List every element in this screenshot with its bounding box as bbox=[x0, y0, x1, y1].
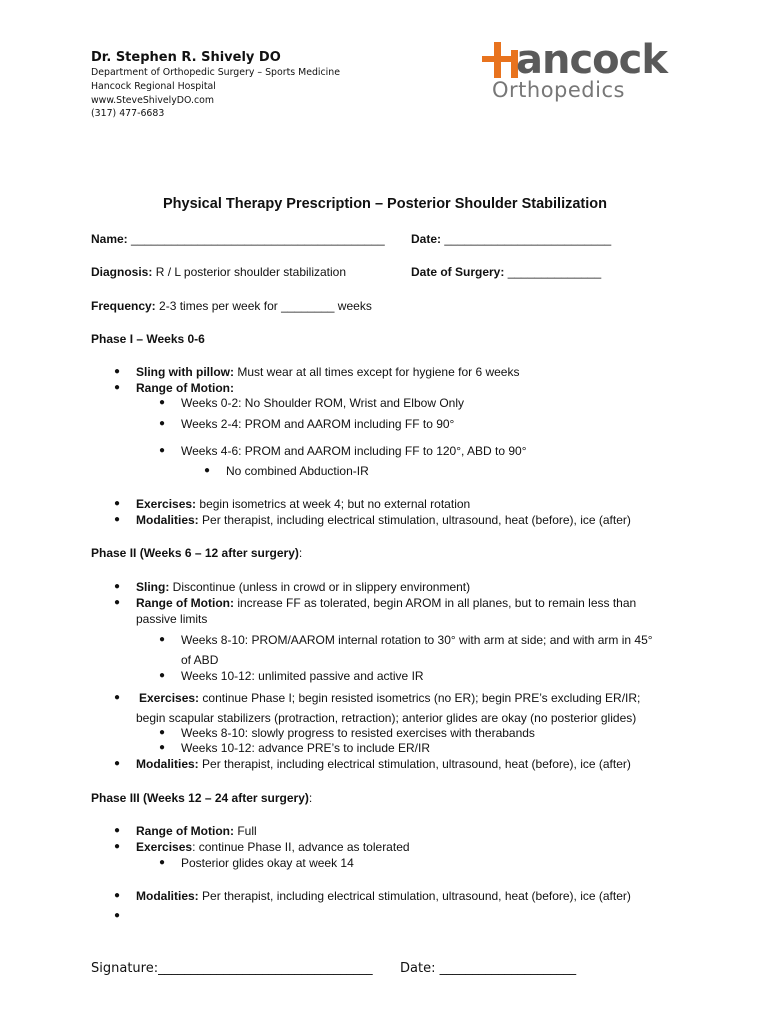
surgery-date-field bbox=[411, 265, 601, 279]
signature-blank: _________________________________ bbox=[158, 961, 373, 976]
bullet: ● bbox=[159, 857, 166, 868]
phase2-rom-text-cont: passive limits bbox=[136, 612, 208, 626]
phone-number: (317) 477-6683 bbox=[91, 108, 165, 119]
phase2-rom-item: Weeks 10-12: unlimited passive and active IR bbox=[181, 669, 424, 683]
department: Department of Orthopedic Surgery – Sports Medicine bbox=[91, 67, 340, 78]
phase3-heading-text: Phase III (Weeks 12 – 24 after surgery) bbox=[91, 791, 309, 805]
bullet: ● bbox=[159, 634, 166, 645]
phase2-exercises bbox=[139, 691, 640, 705]
hancock-orthopedics-logo bbox=[480, 38, 720, 108]
phase2-rom bbox=[136, 596, 636, 610]
phase3-exercises-label: Exercises bbox=[136, 840, 193, 854]
phase2-heading bbox=[91, 546, 302, 560]
signature-date-blank: _____________________ bbox=[439, 961, 577, 976]
phase3-modalities bbox=[136, 889, 631, 903]
bullet: ● bbox=[114, 514, 121, 525]
phase1-heading: Phase I – Weeks 0-6 bbox=[91, 332, 205, 346]
phase2-exercise-item: Weeks 8-10: slowly progress to resisted exercises with therabands bbox=[181, 726, 535, 740]
frequency-label: Frequency: bbox=[91, 299, 156, 313]
doctor-name: Dr. Stephen R. Shively DO bbox=[91, 50, 281, 65]
signature-date-label: Date: bbox=[400, 961, 436, 976]
date-field bbox=[411, 232, 611, 246]
phase1-rom-item: Weeks 0-2: No Shoulder ROM, Wrist and Elbow Only bbox=[181, 396, 464, 410]
phase3-rom-text: Full bbox=[237, 824, 257, 838]
bullet: ● bbox=[114, 382, 121, 393]
phase3-heading bbox=[91, 791, 312, 805]
name-label: Name: bbox=[91, 232, 128, 246]
phase3-exercises bbox=[136, 840, 410, 854]
phase1-exercises bbox=[136, 497, 470, 511]
phase3-exercise-item: Posterior glides okay at week 14 bbox=[181, 856, 354, 870]
bullet: ● bbox=[204, 465, 211, 476]
phase3-rom bbox=[136, 824, 257, 838]
phase1-exercises-label: Exercises: bbox=[136, 497, 197, 511]
bullet: ● bbox=[159, 418, 166, 429]
phase2-modalities-text: Per therapist, including electrical stimulation, ultrasound, heat (before), ice (after) bbox=[202, 757, 631, 771]
bullet: ● bbox=[114, 890, 121, 901]
bullet: ● bbox=[159, 445, 166, 456]
phase2-exercises-cont: begin scapular stabilizers (protraction, retraction); anterior glides are okay (no posterior glides) bbox=[136, 711, 637, 725]
phase1-modalities-label: Modalities: bbox=[136, 513, 199, 527]
phase2-rom-item: Weeks 8-10: PROM/AAROM internal rotation to 30° with arm at side; and with arm in 45° bbox=[181, 633, 653, 647]
phase2-heading-colon: : bbox=[298, 546, 303, 560]
bullet: ● bbox=[114, 498, 121, 509]
bullet: ● bbox=[159, 742, 166, 753]
phase2-exercise-item: Weeks 10-12: advance PRE’s to include ER/IR bbox=[181, 741, 431, 755]
phase2-modalities bbox=[136, 757, 631, 771]
phase3-modalities-label: Modalities: bbox=[136, 889, 199, 903]
name-blank: ______________________________________ bbox=[131, 232, 385, 246]
phase1-rom-item: Weeks 2-4: PROM and AAROM including FF to 90° bbox=[181, 417, 455, 431]
bullet: ● bbox=[159, 727, 166, 738]
bullet: ● bbox=[114, 692, 121, 703]
bullet: ● bbox=[159, 397, 166, 408]
phase1-exercises-text: begin isometrics at week 4; but no external rotation bbox=[199, 497, 471, 511]
logo-brand-text: ancock bbox=[516, 37, 667, 83]
bullet: ● bbox=[114, 841, 121, 852]
phase1-sling-text: Must wear at all times except for hygiene for 6 weeks bbox=[237, 365, 520, 379]
frequency-value: 2-3 times per week for ________ weeks bbox=[159, 299, 372, 313]
phase1-rom-subitem: No combined Abduction-IR bbox=[226, 464, 369, 478]
bullet: ● bbox=[114, 581, 121, 592]
date-blank: _________________________ bbox=[444, 232, 612, 246]
phase2-rom-item-cont: of ABD bbox=[181, 653, 219, 667]
diagnosis-value: R / L posterior shoulder stabilization bbox=[155, 265, 347, 279]
logo-subtext: Orthopedics bbox=[492, 78, 625, 102]
phase2-sling-text: Discontinue (unless in crowd or in slippery environment) bbox=[172, 580, 471, 594]
frequency-field bbox=[91, 299, 372, 313]
hospital-name: Hancock Regional Hospital bbox=[91, 81, 216, 92]
phase2-rom-label: Range of Motion: bbox=[136, 596, 234, 610]
phase3-exercises-text: : continue Phase II, advance as tolerated bbox=[192, 840, 410, 854]
bullet: ● bbox=[114, 366, 121, 377]
signature-label: Signature: bbox=[91, 961, 159, 976]
phase1-rom-label: Range of Motion: bbox=[136, 381, 234, 395]
bullet: ● bbox=[114, 758, 121, 769]
phase3-rom-label: Range of Motion: bbox=[136, 824, 234, 838]
phase2-sling-label: Sling: bbox=[136, 580, 170, 594]
phase1-modalities bbox=[136, 513, 631, 527]
phase1-sling-label: Sling with pillow: bbox=[136, 365, 234, 379]
bullet: ● bbox=[114, 910, 121, 921]
bullet: ● bbox=[159, 670, 166, 681]
phase2-rom-text: increase FF as tolerated, begin AROM in all planes, but to remain less than bbox=[237, 596, 637, 610]
phase2-modalities-label: Modalities: bbox=[136, 757, 199, 771]
diagnosis-label: Diagnosis: bbox=[91, 265, 153, 279]
phase2-heading-text: Phase II (Weeks 6 – 12 after surgery) bbox=[91, 546, 299, 560]
phase3-modalities-text: Per therapist, including electrical stimulation, ultrasound, heat (before), ice (after) bbox=[202, 889, 631, 903]
page-title: Physical Therapy Prescription – Posterior Shoulder Stabilization bbox=[163, 196, 607, 212]
signature-date-field bbox=[400, 961, 576, 976]
phase1-sling bbox=[136, 365, 519, 379]
phase1-rom-item: Weeks 4-6: PROM and AAROM including FF to 120°, ABD to 90° bbox=[181, 444, 527, 458]
phase2-exercises-text: continue Phase I; begin resisted isometrics (no ER); begin PRE’s excluding ER/IR; bbox=[202, 691, 641, 705]
surgery-date-blank: ______________ bbox=[507, 265, 602, 279]
phase3-heading-colon: : bbox=[308, 791, 313, 805]
bullet: ● bbox=[114, 597, 121, 608]
phase2-exercises-label: Exercises: bbox=[139, 691, 200, 705]
phase1-modalities-text: Per therapist, including electrical stimulation, ultrasound, heat (before), ice (after) bbox=[202, 513, 631, 527]
phase2-sling bbox=[136, 580, 470, 594]
name-field bbox=[91, 232, 385, 246]
signature-field bbox=[91, 961, 373, 976]
diagnosis-field bbox=[91, 265, 346, 279]
website: www.SteveShivelyDO.com bbox=[91, 95, 215, 106]
date-label: Date: bbox=[411, 232, 442, 246]
bullet: ● bbox=[114, 825, 121, 836]
surgery-date-label: Date of Surgery: bbox=[411, 265, 505, 279]
